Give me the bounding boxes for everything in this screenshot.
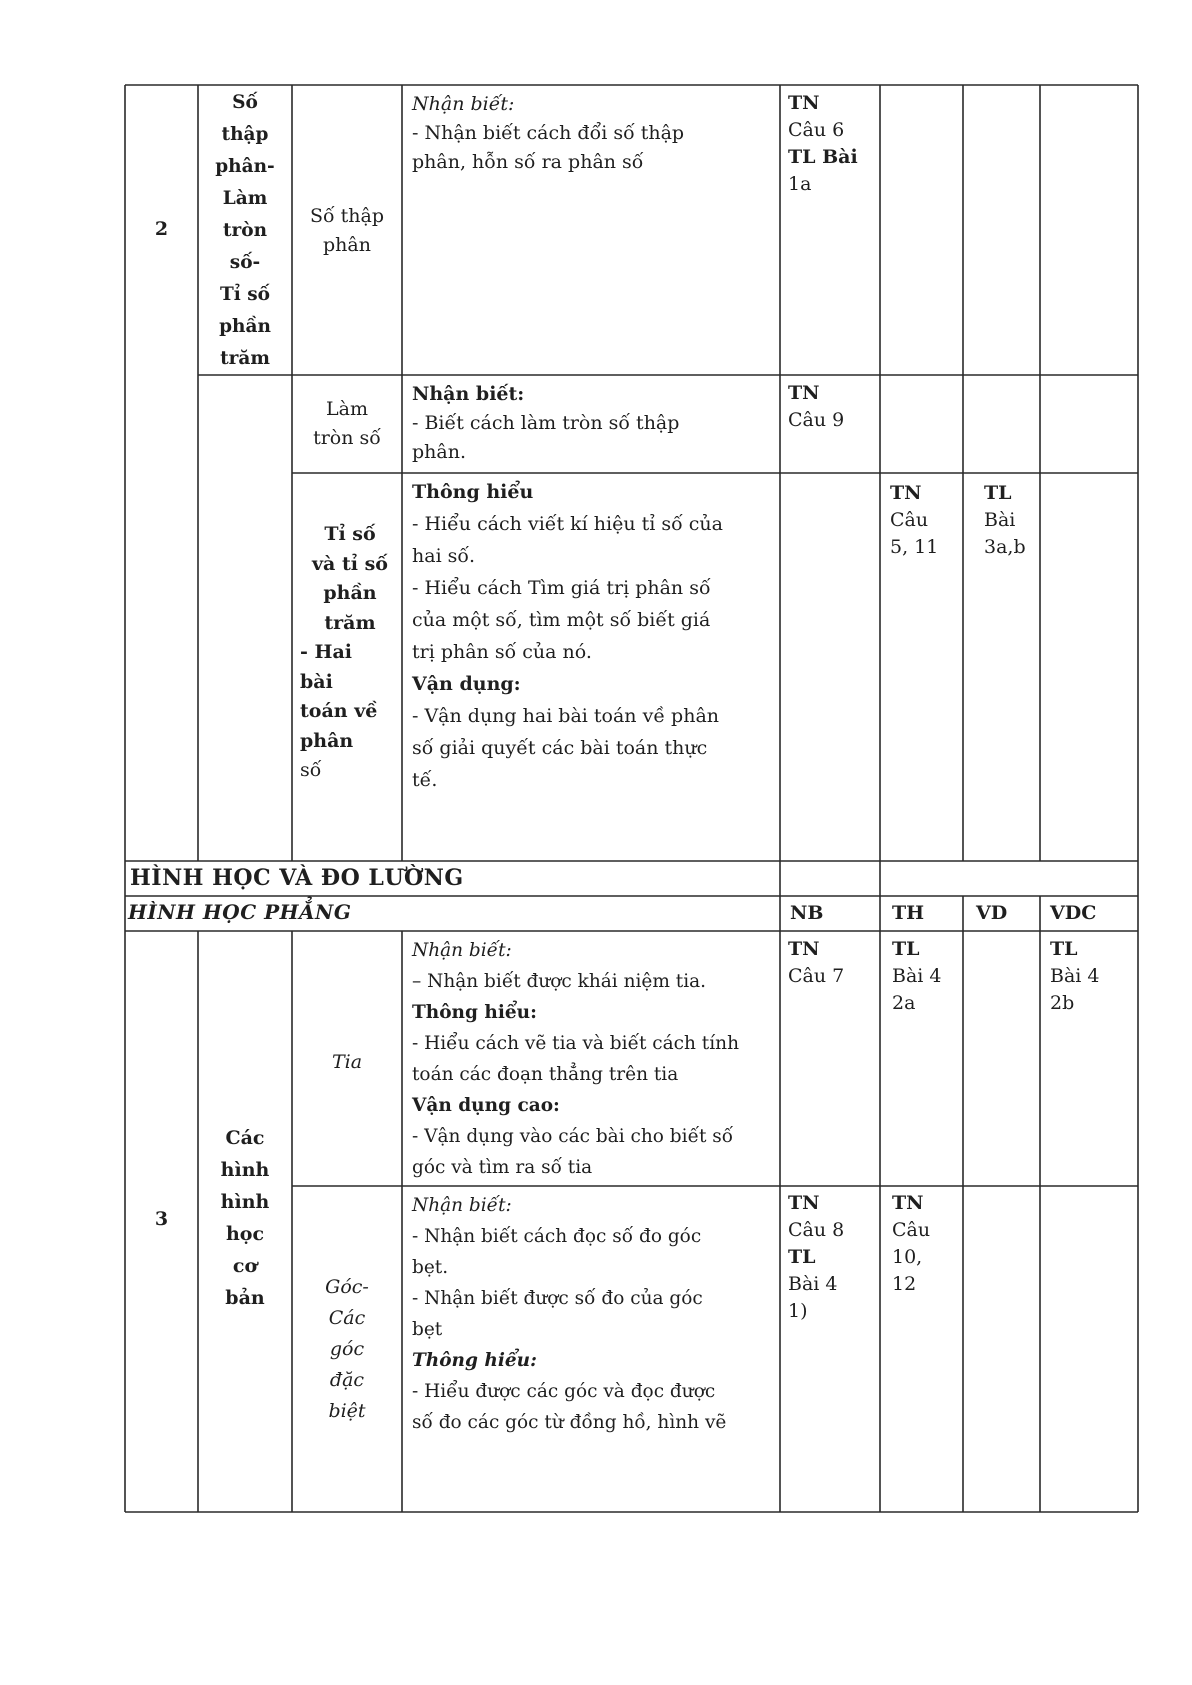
- unit-tia-nb: [788, 936, 844, 990]
- topic3-name: [198, 1122, 292, 1314]
- level-heading-nhan-biet: Nhận biết:: [412, 93, 515, 115]
- unit-name-line: tròn số: [313, 427, 381, 449]
- unit-lam-tron-so: [292, 395, 402, 453]
- topic-name-line: bản: [225, 1287, 265, 1309]
- requirement-line: của một số, tìm một số biết giá: [412, 609, 711, 631]
- code-line: Câu 9: [788, 409, 845, 431]
- code-line: TL Bài: [788, 146, 858, 168]
- topic-name-line: cơ: [232, 1255, 258, 1277]
- topic-name-line: số-: [229, 252, 261, 273]
- unit-lam-tron-so-requirements: [412, 380, 774, 467]
- topic2-name: [198, 87, 292, 375]
- requirement-line: - Vận dụng vào các bài cho biết số: [412, 1126, 734, 1147]
- level-header-th: TH: [892, 902, 925, 924]
- unit-name-line: - Hai: [300, 641, 352, 663]
- code-line: Câu 8: [788, 1219, 845, 1241]
- unit-tia-vdc: [1050, 936, 1100, 1017]
- unit-tia-requirements: [412, 935, 778, 1183]
- topic3-number: [125, 1205, 198, 1234]
- topic-name-line: Tỉ số: [220, 284, 270, 305]
- requirement-line: phân.: [412, 441, 467, 463]
- level-heading-van-dung: Vận dụng:: [412, 673, 521, 695]
- topic-name-line: học: [225, 1223, 265, 1245]
- unit-name-line: góc: [329, 1338, 365, 1360]
- requirement-line: - Nhận biết cách đọc số đo góc: [412, 1226, 702, 1247]
- topic-name-line: Làm: [222, 188, 268, 209]
- unit-name-line: toán về: [300, 700, 378, 722]
- requirement-line: - Hiểu cách vẽ tia và biết cách tính: [412, 1033, 739, 1054]
- unit-ti-so-requirements: [412, 476, 774, 796]
- code-line: 1): [788, 1300, 808, 1322]
- topic-number-text: 2: [154, 218, 169, 240]
- topic-name-line: hình: [220, 1191, 270, 1213]
- sub-heading: HÌNH HỌC PHẲNG: [128, 900, 352, 924]
- topic-name-line: trăm: [220, 348, 270, 369]
- unit-name-line: biệt: [328, 1400, 366, 1422]
- code-line: 2a: [892, 992, 916, 1014]
- topic-name-line: thập: [221, 124, 269, 145]
- unit-name-line: trăm: [324, 611, 376, 634]
- code-line: Bài: [984, 509, 1016, 531]
- requirement-line: bẹt: [412, 1319, 443, 1340]
- code-line: TN: [788, 938, 820, 960]
- requirement-line: số đo các góc từ đồng hồ, hình vẽ: [412, 1412, 727, 1433]
- requirement-line: - Hiểu được các góc và đọc được: [412, 1381, 716, 1402]
- code-line: TL: [1050, 938, 1078, 960]
- requirement-line: - Hiểu cách Tìm giá trị phân số: [412, 577, 711, 599]
- code-line: 10,: [892, 1246, 923, 1268]
- unit-ti-so: [300, 520, 400, 786]
- requirement-line: trị phân số của nó.: [412, 641, 592, 663]
- requirement-line: bẹt.: [412, 1257, 449, 1278]
- level-header-vdc: VDC: [1050, 902, 1097, 924]
- code-line: TN: [890, 482, 922, 504]
- requirement-line: góc và tìm ra số tia: [412, 1157, 593, 1178]
- code-line: Câu: [890, 509, 929, 531]
- unit-name-line: số: [300, 759, 322, 781]
- requirement-line: số giải quyết các bài toán thực: [412, 737, 708, 759]
- level-heading-thong-hieu: Thông hiểu:: [412, 1002, 537, 1023]
- code-line: Bài 4: [892, 965, 942, 987]
- level-heading-thong-hieu: Thông hiểu: [412, 481, 534, 503]
- section-heading: HÌNH HỌC VÀ ĐO LƯỜNG: [130, 865, 464, 891]
- requirement-line: - Biết cách làm tròn số thập: [412, 412, 680, 434]
- code-line: TN: [892, 1192, 924, 1214]
- unit-lam-tron-so-nb: [788, 380, 844, 434]
- unit-so-thap-phan-requirements: [412, 90, 774, 177]
- code-line: 12: [892, 1273, 917, 1295]
- topic-name-line: phần: [219, 316, 271, 337]
- topic-name-line: Số: [232, 92, 258, 113]
- level-heading-nhan-biet: Nhận biết:: [412, 940, 512, 961]
- unit-goc-th: [892, 1190, 930, 1298]
- code-line: TN: [788, 92, 820, 114]
- code-line: Câu 6: [788, 119, 845, 141]
- code-line: Bài 4: [1050, 965, 1100, 987]
- code-line: Bài 4: [788, 1273, 838, 1295]
- topic-name-line: hình: [220, 1159, 270, 1181]
- unit-name-line: Số thập: [309, 205, 385, 227]
- level-heading-van-dung-cao: Vận dụng cao:: [412, 1095, 560, 1116]
- requirement-line: tế.: [412, 769, 438, 791]
- unit-name-line: bài: [300, 670, 333, 693]
- unit-name-line: và tỉ số: [312, 552, 388, 575]
- level-heading-nhan-biet: Nhận biết:: [412, 383, 525, 405]
- unit-name-line: đặc: [329, 1369, 365, 1391]
- level-heading-nhan-biet: Nhận biết:: [412, 1195, 512, 1216]
- requirement-line: - Nhận biết cách đổi số thập: [412, 122, 685, 144]
- requirement-line: toán các đoạn thẳng trên tia: [412, 1064, 679, 1085]
- unit-goc-nb: [788, 1190, 844, 1325]
- code-line: 3a,b: [984, 536, 1026, 558]
- unit-name-line: phân: [323, 234, 371, 256]
- code-line: Câu 7: [788, 965, 845, 987]
- unit-tia: [292, 1048, 402, 1077]
- requirement-line: - Hiểu cách viết kí hiệu tỉ số của: [412, 513, 723, 535]
- unit-name-line: phân: [300, 729, 354, 752]
- code-line: TL: [788, 1246, 816, 1268]
- unit-so-thap-phan: [292, 202, 402, 260]
- unit-ti-so-th: [890, 480, 938, 561]
- unit-name-text: Tia: [331, 1051, 363, 1073]
- requirement-line: – Nhận biết được khái niệm tia.: [412, 971, 707, 992]
- unit-name-line: Các: [328, 1307, 366, 1329]
- level-header-vd: VD: [976, 902, 1008, 924]
- unit-name-line: Làm: [326, 398, 368, 420]
- code-line: TL: [892, 938, 920, 960]
- level-header-nb: NB: [790, 902, 824, 924]
- code-line: TN: [788, 382, 820, 404]
- unit-tia-th: [892, 936, 942, 1017]
- unit-so-thap-phan-nb: [788, 90, 858, 198]
- code-line: TN: [788, 1192, 820, 1214]
- topic-name-line: Các: [225, 1127, 265, 1149]
- unit-ti-so-vd: [984, 480, 1026, 561]
- code-line: TL: [984, 482, 1012, 504]
- unit-name-line: phần: [323, 582, 377, 604]
- code-line: 2b: [1050, 992, 1075, 1014]
- requirement-line: phân, hỗn số ra phân số: [412, 151, 644, 173]
- unit-name-line: Tỉ số: [324, 523, 376, 545]
- code-line: 1a: [788, 173, 812, 195]
- requirement-line: - Vận dụng hai bài toán về phân: [412, 705, 720, 727]
- topic2-number: [125, 215, 198, 244]
- unit-name-line: Góc-: [325, 1276, 369, 1298]
- code-line: 5, 11: [890, 536, 939, 558]
- unit-goc: [292, 1272, 402, 1427]
- requirement-line: - Nhận biết được số đo của góc: [412, 1288, 703, 1309]
- topic-name-line: phân-: [215, 156, 275, 177]
- code-line: Câu: [892, 1219, 931, 1241]
- topic-name-line: tròn: [222, 220, 268, 241]
- unit-goc-requirements: [412, 1190, 778, 1438]
- requirement-line: hai số.: [412, 545, 476, 567]
- topic-number-text: 3: [154, 1208, 169, 1230]
- level-heading-thong-hieu: Thông hiểu:: [412, 1350, 537, 1371]
